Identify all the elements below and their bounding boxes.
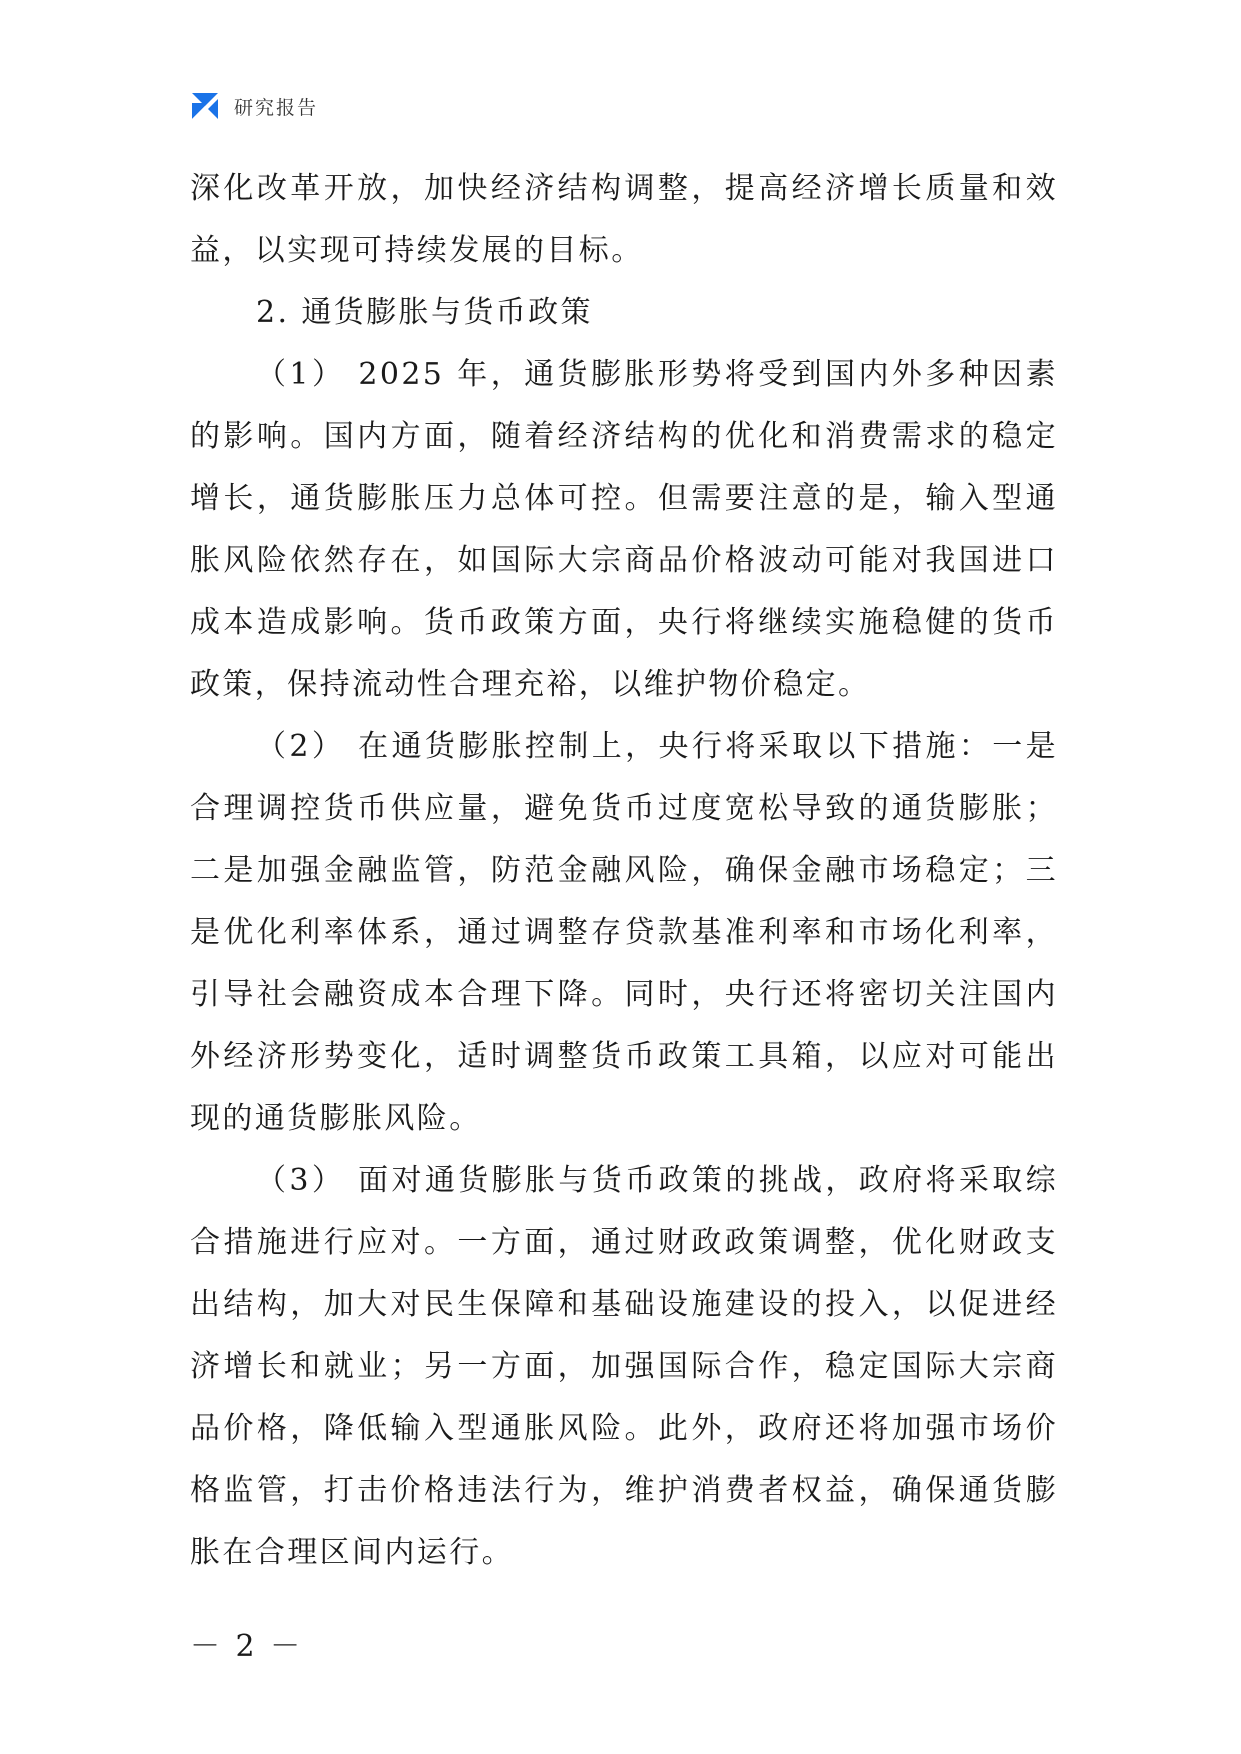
paragraph-continuation: 深化改革开放，加快经济结构调整，提高经济增长质量和效益，以实现可持续发展的目标。 [190, 171, 1058, 268]
paragraph-3: （3） 面对通货膨胀与货币政策的挑战，政府将采取综合措施进行应对。一方面，通过财政政策调整，优化财政支出结构，加大对民生保障和基础设施建设的投入，以促进经济增长和就业；另一方面，加强国际合作，稳定国际大宗商品价格，降低输入型通胀风险。此外，政府还将加强市场价格监管，打击价格违法行为，维护消费者权益，确保通货膨胀在合理区间内运行。 [190, 1163, 1058, 1570]
paragraph-1: （1） 2025 年，通货膨胀形势将受到国内外多种因素的影响。国内方面，随着经济结构的优化和消费需求的稳定增长，通货膨胀压力总体可控。但需要注意的是，输入型通胀风险依然存在，如国际大宗商品价格波动可能对我国进口成本造成影响。货币政策方面，央行将继续实施稳健的货币政策，保持流动性合理充裕，以维护物价稳定。 [190, 357, 1058, 702]
page-header [188, 88, 318, 124]
paragraph-2: （2） 在通货膨胀控制上，央行将采取以下措施：一是合理调控货币供应量，避免货币过度宽松导致的通货膨胀；二是加强金融监管，防范金融风险，确保金融市场稳定；三是优化利率体系，通过调整存贷款基准利率和市场化利率，引导社会融资成本合理下降。同时，央行还将密切关注国内外经济形势变化，适时调整货币政策工具箱，以应对可能出现的通货膨胀风险。 [190, 729, 1058, 1136]
page-number: － 2 － [190, 1629, 304, 1664]
section-heading: 2. 通货膨胀与货币政策 [256, 295, 593, 330]
header-title: 研究报告 [234, 96, 319, 119]
document-body [190, 158, 1058, 1584]
arrow-logo-icon [188, 89, 222, 123]
